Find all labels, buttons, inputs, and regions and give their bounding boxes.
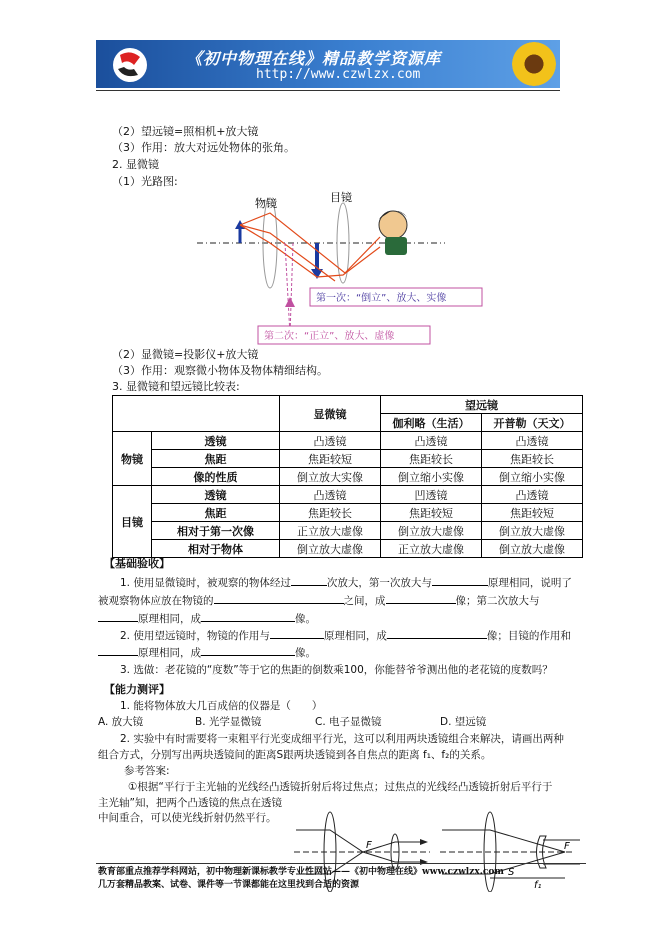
cell: 凹透镜 [381, 486, 482, 504]
cell: 凸透镜 [381, 432, 482, 450]
cell: 焦距较长 [381, 450, 482, 468]
cell: 凸透镜 [280, 486, 381, 504]
col-kepler: 开普勒（天文） [482, 414, 583, 432]
cell: 倒立放大虚像 [482, 540, 583, 558]
row-label: 焦距 [152, 450, 280, 468]
ability-q1: 1. 能将物体放大几百成倍的仪器是（ ） [120, 700, 323, 712]
heading-microscope: 2. 显微镜 [112, 158, 159, 171]
second-image-note: 第二次：“正立”、放大、虚像 [264, 331, 395, 342]
microscope-diagram [195, 185, 495, 347]
focal-label-left: F [366, 840, 372, 851]
row-label: 透镜 [152, 432, 280, 450]
distance-label-s: S [508, 867, 515, 878]
row-label: 相对于物体 [152, 540, 280, 558]
cell: 倒立放大实像 [280, 468, 381, 486]
basics-q1-line3: 原理相同，成 像。 [98, 613, 316, 626]
line-microscope-use: （3）作用：观察微小物体及物体精细结构。 [112, 364, 328, 377]
cell: 凸透镜 [280, 432, 381, 450]
ability-heading: 【能力测评】 [104, 683, 170, 696]
first-image-note: 第一次：“倒立”、放大、实像 [316, 293, 447, 304]
line-telescope-formula: （2）望远镜=照相机+放大镜 [112, 125, 259, 138]
row-label: 焦距 [152, 504, 280, 522]
header-rule [96, 90, 560, 91]
logo-icon [100, 43, 166, 85]
ability-q2-line2: 组合方式，分别写出两块透镜间的距离S跟两块透镜到各自焦点的距离 f₁、f₂的关系。 [98, 749, 492, 761]
cell: 正立放大虚像 [280, 522, 381, 540]
line-table-intro: 3. 显微镜和望远镜比较表: [112, 380, 240, 393]
table-row [113, 540, 583, 558]
cell: 焦距较长 [280, 504, 381, 522]
row-label: 像的性质 [152, 468, 280, 486]
cell: 焦距较短 [280, 450, 381, 468]
cell: 焦距较长 [482, 450, 583, 468]
reference-answer: 参考答案: [124, 765, 170, 777]
cell: 倒立放大虚像 [381, 522, 482, 540]
focal-length-label: f₁ [534, 880, 542, 891]
cell: 倒立放大虚像 [280, 540, 381, 558]
table-row [113, 522, 583, 540]
objective-label: 物镜 [255, 197, 277, 210]
answer-line2: 主光轴”知，把两个凸透镜的焦点在透镜 [98, 797, 282, 809]
footer-line2: 几万套精品教案、试卷、课件等一节课都能在这里找到合适的资源 [98, 880, 360, 890]
line-microscope-formula: （2）显微镜=投影仪+放大镜 [112, 348, 259, 361]
option-c: C. 电子显微镜 [315, 716, 382, 728]
ability-q2-line1: 2. 实验中有时需要将一束粗平行光变成细平行光，这可以利用两块透镜组合来解决，请画出两种 [120, 733, 564, 745]
header-url[interactable]: http://www.czwlzx.com [256, 67, 421, 82]
sunflower-image [512, 42, 556, 86]
cell: 凸透镜 [482, 486, 583, 504]
cell: 倒立放大虚像 [482, 522, 583, 540]
header-title: 《初中物理在线》精品教学资源库 [186, 49, 442, 68]
col-telescope: 望远镜 [381, 396, 583, 414]
cell: 倒立缩小实像 [482, 468, 583, 486]
option-b: B. 光学显微镜 [195, 716, 262, 728]
cell: 正立放大虚像 [381, 540, 482, 558]
col-microscope: 显微镜 [280, 396, 381, 432]
row-group-objective: 物镜 [113, 432, 152, 486]
footer-rule [96, 863, 586, 864]
option-a: A. 放大镜 [98, 716, 144, 728]
basics-q2-line2: 原理相同，成 像。 [98, 647, 316, 660]
answer-line1: ①根据“平行于主光轴的光线经凸透镜折射后将过焦点；过焦点的光线经凸透镜折射后平行于 [128, 781, 553, 793]
table-row [113, 468, 583, 486]
table-row [113, 486, 583, 504]
col-galileo: 伽利略（生活） [381, 414, 482, 432]
cell: 凸透镜 [482, 432, 583, 450]
table-row [113, 450, 583, 468]
table-row [113, 432, 583, 450]
row-label: 相对于第一次像 [152, 522, 280, 540]
cell: 倒立缩小实像 [381, 468, 482, 486]
row-label: 透镜 [152, 486, 280, 504]
eyepiece-label: 目镜 [330, 191, 352, 204]
line-light-path: （1）光路图: [112, 175, 178, 188]
basics-heading: 【基础验收】 [104, 557, 170, 570]
line-telescope-use: （3）作用：放大对远处物体的张角。 [112, 141, 295, 154]
comparison-table [112, 395, 583, 558]
option-d: D. 望远镜 [440, 716, 487, 728]
basics-q3: 3. 选做：老花镜的“度数”等于它的焦距的倒数乘100，你能替爷爷测出他的老花镜的度数吗？ [120, 664, 553, 676]
basics-q1-line2: 被观察物体应放在物镜的 之间，成 像；第二次放大与 [98, 595, 540, 607]
cell: 焦距较短 [381, 504, 482, 522]
table-row [113, 504, 583, 522]
basics-q2-line1: 2. 使用望远镜时，物镜的作用与 原理相同，成 像；目镜的作用和 [120, 630, 571, 642]
row-group-eyepiece: 目镜 [113, 486, 152, 558]
answer-line3: 中间重合，可以使光线折射仍然平行。 [98, 812, 277, 824]
cell: 焦距较短 [482, 504, 583, 522]
footer-line1: 教育部重点推荐学科网站，初中物理新课标教学专业性网站——《初中物理在线》www.czwlzx.com [98, 867, 504, 877]
header-banner [96, 40, 560, 88]
basics-q1-line1: 1. 使用显微镜时，被观察的物体经过 次放大，第一次放大与 原理相同，说明了 [120, 577, 572, 589]
focal-label-right: F [564, 841, 570, 852]
